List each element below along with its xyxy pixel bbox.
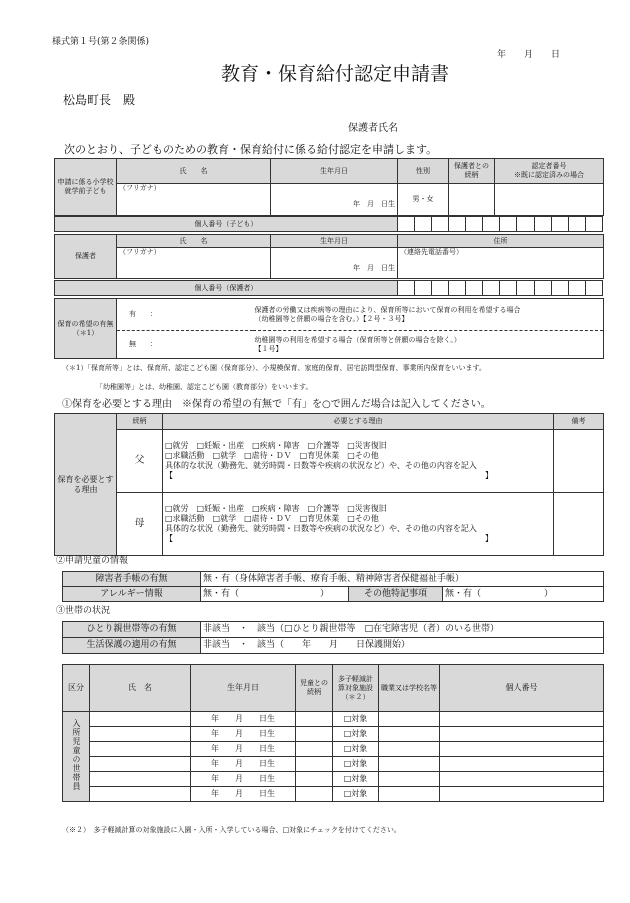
member-job-cell[interactable] <box>379 757 440 772</box>
member-name-cell[interactable] <box>90 727 191 742</box>
single-parent-value[interactable]: 非該当 ・ 該当（□ひとり親世帯等 □在宅障害児（者）のいる世帯） <box>201 622 604 638</box>
member-name-cell[interactable] <box>90 757 191 772</box>
reason-mother-label: 母 <box>117 493 163 556</box>
reason-father-note[interactable] <box>554 430 604 493</box>
reason-mother-line1[interactable]: □就労 □妊娠・出産 □疾病・障害 □介護等 □災害復旧 <box>165 504 387 513</box>
member-multi-child-check[interactable]: □対象 <box>333 757 379 772</box>
member-relation-cell[interactable] <box>296 727 333 742</box>
guardian-mynumber-digit[interactable] <box>397 281 414 296</box>
guardian-mynumber-digit[interactable] <box>414 281 431 296</box>
member-dob-cell[interactable]: 年 月 日生 <box>191 757 296 772</box>
guardian-address-field[interactable]: （連絡先電話番号） <box>398 248 604 279</box>
reason-father-line2[interactable]: □求職活動 □就学 □虐待・ＤＶ □育児休業 □その他 <box>165 451 379 460</box>
guardian-mynumber-digit[interactable] <box>500 281 517 296</box>
reason-mother-line2[interactable]: □求職活動 □就学 □虐待・ＤＶ □育児休業 □その他 <box>165 514 379 523</box>
guardian-mynumber-digit[interactable] <box>517 281 534 296</box>
member-multi-child-check[interactable]: □対象 <box>333 742 379 757</box>
member-mynumber-cell[interactable] <box>440 712 604 727</box>
guardian-mynumber-digit[interactable] <box>568 281 585 296</box>
special-label: その他特記事項 <box>349 587 443 602</box>
member-mynumber-cell[interactable] <box>440 742 604 757</box>
hope-yes-text: 保護者の労働又は疾病等の理由により、保育所等において保育の利用を希望する場合 （幼稚園等と併願の場合を含む。）【２号・３号】 <box>253 299 604 331</box>
guardian-mynumber-digit[interactable] <box>551 281 568 296</box>
child-mynumber-digit[interactable] <box>500 217 517 232</box>
col-relation: 児童との続柄 <box>296 665 333 712</box>
allergy-value[interactable]: 無・有（ ） <box>201 587 349 602</box>
child-relation-header: 保護者との続柄 <box>449 159 495 184</box>
table-row <box>63 727 604 742</box>
reason-mother-note[interactable] <box>554 493 604 556</box>
child-mynumber-digit[interactable] <box>483 217 500 232</box>
member-name-cell[interactable] <box>90 772 191 787</box>
guardian-table <box>54 234 604 279</box>
child-mynumber-table <box>54 216 603 232</box>
member-multi-child-check[interactable]: □対象 <box>333 712 379 727</box>
child-mynumber-digit[interactable] <box>397 217 414 232</box>
note-yochien: 「幼稚園等」とは、幼稚園、認定こども園（教育部分）をいいます。 <box>96 383 313 391</box>
household-table <box>62 621 604 654</box>
reason-mother-options[interactable]: □就労 □妊娠・出産 □疾病・障害 □介護等 □災害復旧 □求職活動 □就学 □虐待・ＤＶ □育児休業 □その他 具体的な状況（勤務先、就労時間・日数等や疾病の状況など）や、その他の内容を記入 【 】 <box>163 493 554 556</box>
child-mynumber-digit[interactable] <box>585 217 602 232</box>
member-job-cell[interactable] <box>379 712 440 727</box>
hope-no-text: 幼稚園等の利用を希望する場合（保育所等と併願の場合を除く。） 【１号】 <box>253 331 604 359</box>
member-relation-cell[interactable] <box>296 757 333 772</box>
col-job: 職業又は学校名等 <box>379 665 440 712</box>
page-title: 教育・保育給付認定申請書 <box>221 63 450 85</box>
child-name-field[interactable]: （フリガナ） <box>117 184 271 216</box>
child-relation-field[interactable] <box>449 184 495 216</box>
note-hoikusho: （＊1）「保育所等」とは、保育所、認定こども園（保育部分）、小規模保育、家庭的保育、居宅訪問型保育、事業所内保育をいいます。 <box>62 364 486 372</box>
child-mynumber-digit[interactable] <box>568 217 585 232</box>
form-number: 様式第１号(第２条関係) <box>52 37 150 47</box>
member-dob-cell[interactable]: 年 月 日生 <box>191 712 296 727</box>
guardian-mynumber-table <box>54 280 603 296</box>
reason-father-options[interactable]: □就労 □妊娠・出産 □疾病・障害 □介護等 □災害復旧 □求職活動 □就学 □虐待・ＤＶ □育児休業 □その他 具体的な状況（勤務先、就労時間・日数等や疾病の状況など）や、その他の内容を記入 【 】 <box>163 430 554 493</box>
member-multi-child-check[interactable]: □対象 <box>333 772 379 787</box>
member-dob-cell[interactable]: 年 月 日生 <box>191 787 296 802</box>
member-name-cell[interactable] <box>90 712 191 727</box>
member-mynumber-cell[interactable] <box>440 757 604 772</box>
info-heading: ②申請児童の情報 <box>56 556 129 566</box>
member-relation-cell[interactable] <box>296 772 333 787</box>
member-job-cell[interactable] <box>379 727 440 742</box>
table-row <box>63 742 604 757</box>
reason-father-label: 父 <box>117 430 163 493</box>
reason-rel-header: 続柄 <box>117 414 163 430</box>
member-dob-cell[interactable]: 年 月 日生 <box>191 772 296 787</box>
col-name: 氏 名 <box>90 665 191 712</box>
disability-value[interactable]: 無・有（身体障害者手帳、療育手帳、精神障害者保健福祉手帳） <box>201 572 604 587</box>
child-cert-header: 認定者番号 ※既に認定済みの場合 <box>495 159 604 184</box>
table-row <box>63 757 604 772</box>
member-multi-child-check[interactable]: □対象 <box>333 727 379 742</box>
member-mynumber-cell[interactable] <box>440 787 604 802</box>
guardian-mynumber-digit[interactable] <box>432 281 449 296</box>
member-job-cell[interactable] <box>379 787 440 802</box>
reason-father-line3: 具体的な状況（勤務先、就労時間・日数等や疾病の状況など）や、その他の内容を記入 <box>165 461 477 470</box>
info-table <box>62 571 604 602</box>
member-multi-child-check[interactable]: □対象 <box>333 787 379 802</box>
reason-note-header: 備考 <box>554 414 604 430</box>
reason-father-line1[interactable]: □就労 □妊娠・出産 □疾病・障害 □介護等 □災害復旧 <box>165 441 387 450</box>
col-dob: 生年月日 <box>191 665 296 712</box>
hope-no-option[interactable]: 無 ： <box>117 331 253 359</box>
member-name-cell[interactable] <box>90 742 191 757</box>
child-mynumber-digit[interactable] <box>449 217 466 232</box>
col-kubun: 区分 <box>63 665 90 712</box>
allergy-label: アレルギー情報 <box>63 587 201 602</box>
child-cert-field[interactable] <box>495 184 604 216</box>
child-mynumber-digit[interactable] <box>432 217 449 232</box>
guardian-dob-header: 生年月日 <box>271 235 398 248</box>
addressee: 松島町長 殿 <box>63 93 136 107</box>
member-dob-cell[interactable]: 年 月 日生 <box>191 742 296 757</box>
date-field[interactable]: 年 月 日 <box>497 50 561 60</box>
welfare-label: 生活保護の適用の有無 <box>63 638 201 654</box>
member-mynumber-cell[interactable] <box>440 772 604 787</box>
intro-text: 次のとおり、子どものための教育・保育給付に係る給付認定を申請します。 <box>64 143 438 156</box>
guardian-mynumber-digit[interactable] <box>483 281 500 296</box>
members-table <box>62 664 604 802</box>
child-mynumber-digit[interactable] <box>551 217 568 232</box>
child-sex-field[interactable]: 男・女 <box>398 184 449 216</box>
child-mynumber-digit[interactable] <box>466 217 483 232</box>
child-table <box>54 158 604 216</box>
guardian-mynumber-digit[interactable] <box>449 281 466 296</box>
hope-table <box>54 298 604 359</box>
guardian-section-label: 保護者 <box>55 235 117 279</box>
child-sex-header: 性別 <box>398 159 449 184</box>
members-side-label: 入所児童の世帯員 <box>63 712 90 802</box>
member-job-cell[interactable] <box>379 742 440 757</box>
guardian-name-label: 保護者氏名 <box>348 123 398 134</box>
reason-label: 保育を必要とする理由 <box>55 414 117 556</box>
child-dob-field[interactable]: 年 月 日生 <box>271 184 398 216</box>
member-job-cell[interactable] <box>379 772 440 787</box>
hope-yes-option[interactable]: 有 ： <box>117 299 253 331</box>
guardian-mynumber-digit[interactable] <box>534 281 551 296</box>
col-multi-child: 多子軽減計算対象施設（＊２） <box>333 665 379 712</box>
hope-label: 保育の希望の有無（＊1） <box>55 299 117 359</box>
guardian-name-header: 氏 名 <box>117 235 271 248</box>
guardian-mynumber-digit[interactable] <box>585 281 602 296</box>
member-relation-cell[interactable] <box>296 787 333 802</box>
child-section-label: 申請に係る小学校就学前子ども <box>55 159 117 216</box>
reason-header: 必要とする理由 <box>163 414 554 430</box>
special-value[interactable]: 無・有（ ） <box>443 587 604 602</box>
footer-note: （※２） 多子軽減計算の対象施設に入園・入所・入学している場合、□対象にチェックを付けてください。 <box>62 826 401 834</box>
child-mynumber-digit[interactable] <box>517 217 534 232</box>
reason-heading: ①保育を必要とする理由 ※保育の希望の有無で「有」を○で囲んだ場合は記入してください。 <box>62 399 491 410</box>
single-parent-label: ひとり親世帯等の有無 <box>63 622 201 638</box>
guardian-mynumber-label: 個人番号（保護者） <box>55 281 398 296</box>
child-mynumber-digit[interactable] <box>414 217 431 232</box>
member-mynumber-cell[interactable] <box>440 727 604 742</box>
guardian-mynumber-digit[interactable] <box>466 281 483 296</box>
table-row <box>63 772 604 787</box>
col-mynumber: 個人番号 <box>440 665 604 712</box>
welfare-value[interactable]: 非該当 ・ 該当（ 年 月 日保護開始） <box>201 638 604 654</box>
reason-mother-line3: 具体的な状況（勤務先、就労時間・日数等や疾病の状況など）や、その他の内容を記入 <box>165 524 477 533</box>
child-mynumber-digit[interactable] <box>534 217 551 232</box>
guardian-address-header: 住所 <box>398 235 604 248</box>
table-row <box>63 712 604 727</box>
child-name-header: 氏 名 <box>117 159 271 184</box>
guardian-name-field[interactable]: （フリガナ） <box>117 248 271 279</box>
member-relation-cell[interactable] <box>296 742 333 757</box>
disability-label: 障害者手帳の有無 <box>63 572 201 587</box>
member-relation-cell[interactable] <box>296 712 333 727</box>
child-mynumber-label: 個人番号（子ども） <box>55 217 398 232</box>
guardian-dob-field[interactable]: 年 月 日生 <box>271 248 398 279</box>
member-dob-cell[interactable]: 年 月 日生 <box>191 727 296 742</box>
member-name-cell[interactable] <box>90 787 191 802</box>
household-heading: ③世帯の状況 <box>56 606 111 616</box>
child-dob-header: 生年月日 <box>271 159 398 184</box>
table-row <box>63 787 604 802</box>
reason-table <box>54 413 604 556</box>
